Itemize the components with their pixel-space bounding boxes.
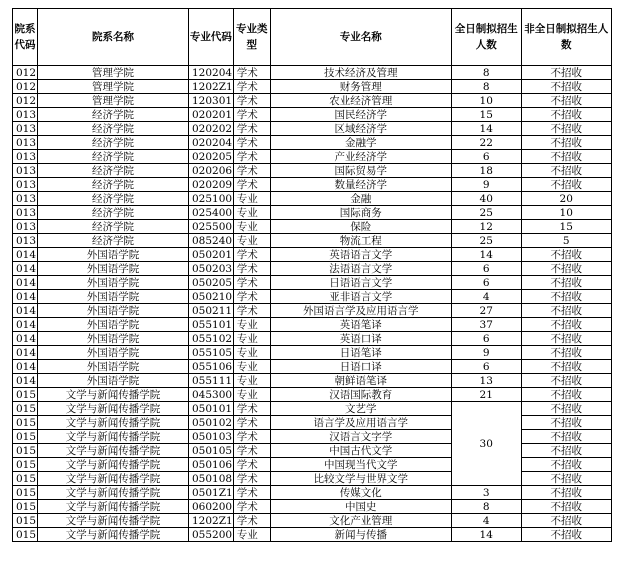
cell-dept-name: 经济学院: [38, 234, 189, 248]
cell-dept-name: 文学与新闻传播学院: [38, 430, 189, 444]
cell-dept-code: 014: [13, 248, 38, 262]
cell-part-time: 不招收: [521, 472, 611, 486]
cell-major-code: 050105: [189, 444, 234, 458]
cell-major-code: 020202: [189, 122, 234, 136]
cell-dept-name: 文学与新闻传播学院: [38, 444, 189, 458]
cell-major-type: 学术: [233, 402, 270, 416]
cell-dept-name: 文学与新闻传播学院: [38, 472, 189, 486]
cell-major-name: 日语笔译: [270, 346, 451, 360]
table-row: [13, 108, 612, 122]
cell-major-code: 0501Z1: [189, 486, 234, 500]
cell-major-name: 中国现当代文学: [270, 458, 451, 472]
cell-dept-name: 外国语学院: [38, 318, 189, 332]
cell-major-code: 045300: [189, 388, 234, 402]
cell-dept-name: 经济学院: [38, 178, 189, 192]
cell-major-code: 1202Z1: [189, 80, 234, 94]
table-row: [13, 136, 612, 150]
table-row: [13, 234, 612, 248]
cell-dept-code: 015: [13, 430, 38, 444]
cell-major-type: 学术: [233, 304, 270, 318]
cell-full-time: 18: [451, 164, 521, 178]
cell-major-code: 025400: [189, 206, 234, 220]
cell-major-name: 保险: [270, 220, 451, 234]
cell-part-time: 不招收: [521, 108, 611, 122]
cell-part-time: 不招收: [521, 416, 611, 430]
cell-full-time: 25: [451, 234, 521, 248]
cell-major-type: 学术: [233, 66, 270, 80]
table-row: [13, 402, 612, 416]
cell-full-time: 4: [451, 290, 521, 304]
cell-part-time: 不招收: [521, 248, 611, 262]
cell-major-name: 英语语言文学: [270, 248, 451, 262]
cell-major-code: 050102: [189, 416, 234, 430]
cell-dept-code: 015: [13, 416, 38, 430]
cell-major-name: 亚非语言文学: [270, 290, 451, 304]
cell-major-name: 英语笔译: [270, 318, 451, 332]
cell-major-code: 050106: [189, 458, 234, 472]
cell-part-time: 不招收: [521, 304, 611, 318]
cell-major-type: 学术: [233, 122, 270, 136]
cell-part-time: 不招收: [521, 164, 611, 178]
cell-dept-code: 013: [13, 234, 38, 248]
table-row: [13, 206, 612, 220]
cell-dept-name: 文学与新闻传播学院: [38, 458, 189, 472]
cell-major-name: 外国语言学及应用语言学: [270, 304, 451, 318]
cell-dept-name: 文学与新闻传播学院: [38, 514, 189, 528]
cell-dept-name: 经济学院: [38, 164, 189, 178]
cell-full-time: 6: [451, 332, 521, 346]
cell-major-name: 中国史: [270, 500, 451, 514]
cell-dept-code: 012: [13, 66, 38, 80]
table-row: [13, 262, 612, 276]
table-row: [13, 276, 612, 290]
cell-dept-name: 外国语学院: [38, 290, 189, 304]
cell-dept-name: 文学与新闻传播学院: [38, 500, 189, 514]
header-full-time: 全日制拟招生人数: [451, 9, 521, 66]
cell-dept-code: 015: [13, 444, 38, 458]
cell-full-time: 21: [451, 388, 521, 402]
table-row: [13, 304, 612, 318]
cell-dept-name: 文学与新闻传播学院: [38, 486, 189, 500]
table-row: [13, 220, 612, 234]
table-row: [13, 94, 612, 108]
cell-major-name: 朝鲜语笔译: [270, 374, 451, 388]
cell-dept-code: 015: [13, 500, 38, 514]
cell-dept-code: 014: [13, 262, 38, 276]
cell-major-type: 学术: [233, 514, 270, 528]
cell-major-code: 050205: [189, 276, 234, 290]
cell-full-time: 40: [451, 192, 521, 206]
header-row: [13, 9, 612, 66]
cell-dept-code: 015: [13, 402, 38, 416]
header-major-name: 专业名称: [270, 9, 451, 66]
cell-part-time: 不招收: [521, 332, 611, 346]
cell-major-code: 050101: [189, 402, 234, 416]
cell-part-time: 15: [521, 220, 611, 234]
cell-major-type: 专业: [233, 374, 270, 388]
header-major-type: 专业类型: [233, 9, 270, 66]
cell-dept-name: 经济学院: [38, 206, 189, 220]
cell-full-time: 8: [451, 66, 521, 80]
cell-full-time: 25: [451, 206, 521, 220]
cell-dept-name: 外国语学院: [38, 360, 189, 374]
cell-major-name: 区域经济学: [270, 122, 451, 136]
cell-major-code: 050211: [189, 304, 234, 318]
cell-major-type: 学术: [233, 458, 270, 472]
cell-major-name: 比较文学与世界文学: [270, 472, 451, 486]
cell-major-type: 学术: [233, 178, 270, 192]
cell-part-time: 不招收: [521, 136, 611, 150]
cell-dept-code: 013: [13, 150, 38, 164]
cell-major-type: 学术: [233, 150, 270, 164]
table-row: [13, 248, 612, 262]
cell-dept-code: 013: [13, 206, 38, 220]
cell-full-time: 6: [451, 276, 521, 290]
cell-major-type: 学术: [233, 248, 270, 262]
cell-dept-name: 外国语学院: [38, 304, 189, 318]
cell-major-name: 新闻与传播: [270, 528, 451, 542]
table-body: [13, 66, 612, 542]
cell-major-code: 050203: [189, 262, 234, 276]
cell-full-time: 12: [451, 220, 521, 234]
cell-full-time: 4: [451, 514, 521, 528]
cell-dept-code: 014: [13, 304, 38, 318]
cell-major-code: 020205: [189, 150, 234, 164]
cell-major-code: 120204: [189, 66, 234, 80]
cell-major-code: 085240: [189, 234, 234, 248]
cell-dept-name: 文学与新闻传播学院: [38, 416, 189, 430]
cell-dept-name: 经济学院: [38, 108, 189, 122]
cell-major-type: 学术: [233, 108, 270, 122]
cell-major-type: 学术: [233, 444, 270, 458]
cell-dept-code: 013: [13, 136, 38, 150]
cell-major-type: 学术: [233, 164, 270, 178]
cell-major-code: 050108: [189, 472, 234, 486]
cell-major-name: 文化产业管理: [270, 514, 451, 528]
table-row: [13, 416, 612, 430]
cell-part-time: 不招收: [521, 346, 611, 360]
cell-dept-code: 014: [13, 332, 38, 346]
table-row: [13, 388, 612, 402]
cell-major-name: 语言学及应用语言学: [270, 416, 451, 430]
table-row: [13, 178, 612, 192]
table-row: [13, 122, 612, 136]
cell-major-code: 1202Z1: [189, 514, 234, 528]
cell-major-type: 学术: [233, 276, 270, 290]
cell-part-time: 不招收: [521, 66, 611, 80]
cell-major-type: 专业: [233, 192, 270, 206]
cell-major-type: 专业: [233, 528, 270, 542]
table-row: [13, 486, 612, 500]
cell-dept-name: 外国语学院: [38, 262, 189, 276]
cell-major-name: 汉语言文字学: [270, 430, 451, 444]
cell-full-time: 15: [451, 108, 521, 122]
cell-full-time: 8: [451, 500, 521, 514]
cell-major-name: 产业经济学: [270, 150, 451, 164]
cell-dept-name: 经济学院: [38, 122, 189, 136]
cell-major-type: 专业: [233, 220, 270, 234]
cell-major-type: 学术: [233, 80, 270, 94]
cell-full-time: 3: [451, 486, 521, 500]
cell-dept-code: 014: [13, 276, 38, 290]
table-row: [13, 444, 612, 458]
cell-full-time: 6: [451, 262, 521, 276]
cell-major-code: 055105: [189, 346, 234, 360]
cell-major-code: 050201: [189, 248, 234, 262]
cell-part-time: 不招收: [521, 262, 611, 276]
table-row: [13, 500, 612, 514]
cell-dept-code: 012: [13, 80, 38, 94]
cell-major-name: 金融学: [270, 136, 451, 150]
cell-part-time: 不招收: [521, 458, 611, 472]
cell-full-time: 27: [451, 304, 521, 318]
cell-dept-name: 经济学院: [38, 150, 189, 164]
cell-dept-code: 013: [13, 122, 38, 136]
table-row: [13, 374, 612, 388]
cell-major-code: 050210: [189, 290, 234, 304]
cell-major-name: 财务管理: [270, 80, 451, 94]
cell-dept-name: 外国语学院: [38, 276, 189, 290]
cell-dept-code: 014: [13, 290, 38, 304]
cell-major-type: 专业: [233, 234, 270, 248]
cell-part-time: 不招收: [521, 528, 611, 542]
cell-dept-code: 015: [13, 486, 38, 500]
header-part-time: 非全日制拟招生人数: [521, 9, 611, 66]
cell-full-time: 22: [451, 136, 521, 150]
cell-major-name: 技术经济及管理: [270, 66, 451, 80]
cell-major-type: 专业: [233, 346, 270, 360]
cell-part-time: 不招收: [521, 122, 611, 136]
cell-major-name: 金融: [270, 192, 451, 206]
cell-major-name: 物流工程: [270, 234, 451, 248]
cell-part-time: 不招收: [521, 290, 611, 304]
table-row: [13, 430, 612, 444]
cell-dept-name: 经济学院: [38, 220, 189, 234]
cell-part-time: 不招收: [521, 80, 611, 94]
cell-part-time: 不招收: [521, 374, 611, 388]
cell-major-type: 学术: [233, 94, 270, 108]
cell-major-type: 学术: [233, 486, 270, 500]
cell-full-time: 6: [451, 360, 521, 374]
cell-dept-code: 013: [13, 192, 38, 206]
cell-part-time: 不招收: [521, 94, 611, 108]
cell-major-type: 专业: [233, 388, 270, 402]
cell-dept-name: 管理学院: [38, 94, 189, 108]
cell-full-time: 13: [451, 374, 521, 388]
cell-dept-code: 015: [13, 388, 38, 402]
cell-major-code: 055106: [189, 360, 234, 374]
table-row: [13, 332, 612, 346]
cell-major-code: 020206: [189, 164, 234, 178]
cell-part-time: 不招收: [521, 402, 611, 416]
table-row: [13, 150, 612, 164]
cell-major-name: 法语语言文学: [270, 262, 451, 276]
table-row: [13, 346, 612, 360]
table-row: [13, 290, 612, 304]
cell-part-time: 不招收: [521, 388, 611, 402]
cell-dept-name: 经济学院: [38, 192, 189, 206]
cell-full-time: 9: [451, 346, 521, 360]
cell-major-code: 050103: [189, 430, 234, 444]
cell-dept-name: 文学与新闻传播学院: [38, 402, 189, 416]
cell-major-name: 英语口译: [270, 332, 451, 346]
cell-major-type: 学术: [233, 430, 270, 444]
cell-major-code: 055101: [189, 318, 234, 332]
cell-dept-name: 外国语学院: [38, 332, 189, 346]
cell-major-code: 120301: [189, 94, 234, 108]
cell-major-type: 学术: [233, 136, 270, 150]
cell-major-name: 中国古代文学: [270, 444, 451, 458]
cell-full-time: 9: [451, 178, 521, 192]
cell-dept-code: 013: [13, 220, 38, 234]
cell-major-name: 汉语国际教育: [270, 388, 451, 402]
cell-major-type: 专业: [233, 318, 270, 332]
cell-full-time: 8: [451, 80, 521, 94]
cell-dept-code: 012: [13, 94, 38, 108]
table-row: [13, 318, 612, 332]
cell-dept-code: 013: [13, 178, 38, 192]
cell-major-type: 专业: [233, 206, 270, 220]
cell-major-name: 日语口译: [270, 360, 451, 374]
cell-part-time: 不招收: [521, 500, 611, 514]
cell-dept-code: 014: [13, 360, 38, 374]
cell-major-type: 学术: [233, 472, 270, 486]
cell-full-time: 14: [451, 122, 521, 136]
cell-part-time: 5: [521, 234, 611, 248]
cell-part-time: 20: [521, 192, 611, 206]
cell-major-name: 传媒文化: [270, 486, 451, 500]
cell-major-name: 文艺学: [270, 402, 451, 416]
cell-major-name: 数量经济学: [270, 178, 451, 192]
table-row: [13, 66, 612, 80]
cell-part-time: 10: [521, 206, 611, 220]
table-row: [13, 528, 612, 542]
cell-dept-code: 014: [13, 374, 38, 388]
cell-part-time: 不招收: [521, 318, 611, 332]
cell-part-time: 不招收: [521, 150, 611, 164]
cell-dept-name: 管理学院: [38, 80, 189, 94]
cell-dept-code: 015: [13, 458, 38, 472]
cell-major-code: 055102: [189, 332, 234, 346]
cell-dept-name: 文学与新闻传播学院: [38, 528, 189, 542]
cell-major-code: 025100: [189, 192, 234, 206]
cell-major-type: 专业: [233, 332, 270, 346]
cell-major-type: 专业: [233, 360, 270, 374]
table-row: [13, 192, 612, 206]
cell-major-code: 055111: [189, 374, 234, 388]
cell-dept-code: 013: [13, 164, 38, 178]
cell-part-time: 不招收: [521, 486, 611, 500]
cell-full-time: 14: [451, 528, 521, 542]
cell-full-time: 6: [451, 150, 521, 164]
cell-dept-code: 013: [13, 108, 38, 122]
table-row: [13, 514, 612, 528]
cell-major-code: 055200: [189, 528, 234, 542]
cell-major-code: 020201: [189, 108, 234, 122]
cell-part-time: 不招收: [521, 276, 611, 290]
cell-part-time: 不招收: [521, 178, 611, 192]
enrollment-table: [12, 8, 612, 542]
cell-major-code: 020204: [189, 136, 234, 150]
cell-major-code: 020209: [189, 178, 234, 192]
cell-part-time: 不招收: [521, 444, 611, 458]
header-dept-code: 院系代码: [13, 9, 38, 66]
table-row: [13, 80, 612, 94]
cell-major-type: 学术: [233, 416, 270, 430]
cell-full-time: 14: [451, 248, 521, 262]
cell-major-name: 国际商务: [270, 206, 451, 220]
cell-major-code: 060200: [189, 500, 234, 514]
table-row: [13, 458, 612, 472]
cell-part-time: 不招收: [521, 430, 611, 444]
header-major-code: 专业代码: [189, 9, 234, 66]
cell-major-type: 学术: [233, 500, 270, 514]
cell-full-time: 10: [451, 94, 521, 108]
cell-part-time: 不招收: [521, 360, 611, 374]
table-row: [13, 164, 612, 178]
cell-dept-code: 015: [13, 514, 38, 528]
cell-dept-code: 014: [13, 318, 38, 332]
cell-dept-code: 015: [13, 472, 38, 486]
cell-major-type: 学术: [233, 262, 270, 276]
table-row: [13, 472, 612, 486]
cell-full-time: 37: [451, 318, 521, 332]
cell-major-type: 学术: [233, 290, 270, 304]
cell-dept-name: 外国语学院: [38, 374, 189, 388]
cell-major-name: 农业经济管理: [270, 94, 451, 108]
cell-dept-name: 文学与新闻传播学院: [38, 388, 189, 402]
cell-major-name: 日语语言文学: [270, 276, 451, 290]
cell-part-time: 不招收: [521, 514, 611, 528]
cell-dept-name: 经济学院: [38, 136, 189, 150]
cell-major-code: 025500: [189, 220, 234, 234]
cell-dept-name: 外国语学院: [38, 346, 189, 360]
cell-major-name: 国际贸易学: [270, 164, 451, 178]
cell-dept-code: 014: [13, 346, 38, 360]
table-row: [13, 360, 612, 374]
cell-dept-code: 015: [13, 528, 38, 542]
cell-full-time-merged: 30: [451, 402, 521, 486]
cell-major-name: 国民经济学: [270, 108, 451, 122]
header-dept-name: 院系名称: [38, 9, 189, 66]
cell-dept-name: 外国语学院: [38, 248, 189, 262]
cell-dept-name: 管理学院: [38, 66, 189, 80]
